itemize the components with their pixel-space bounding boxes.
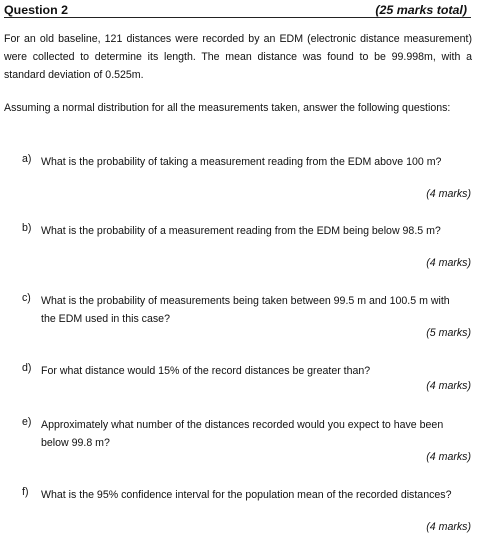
question-marks: (4 marks)	[426, 257, 471, 269]
question-letter: c)	[22, 292, 31, 304]
question-marks: (4 marks)	[426, 521, 471, 533]
question-letter: e)	[22, 416, 32, 428]
question-text: Approximately what number of the distances recorded would you expect to have been below 99.8 m?	[41, 419, 444, 449]
question-text: What is the probability of a measurement reading from the EDM being below 98.5 m?	[41, 225, 441, 237]
intro-paragraph: For an old baseline, 121 distances were recorded by an EDM (electronic distance measurement) were collected to determine its length. The mean distance was found to be 99.998m, with a standard deviation of 0.525m.	[4, 33, 472, 82]
question-letter: a)	[22, 153, 32, 165]
question-header	[4, 1, 471, 18]
assumption-paragraph: Assuming a normal distribution for all the measurements taken, answer the following questions:	[4, 102, 451, 114]
question-text: For what distance would 15% of the record distances be greater than?	[41, 365, 371, 377]
question-text: What is the probability of measurements being taken between 99.5 m and 100.5 m with the EDM used in this case?	[41, 295, 450, 325]
question-letter: b)	[22, 222, 32, 234]
question-marks: (4 marks)	[426, 188, 471, 200]
total-marks: (25 marks total)	[375, 3, 467, 17]
question-marks: (4 marks)	[426, 451, 471, 463]
question-text: What is the 95% confidence interval for the population mean of the recorded distances?	[41, 489, 452, 501]
question-title: Question 2	[4, 3, 69, 17]
question-marks: (5 marks)	[426, 327, 471, 339]
question-marks: (4 marks)	[426, 380, 471, 392]
question-letter: f)	[22, 486, 29, 498]
question-text: What is the probability of taking a measurement reading from the EDM above 100 m?	[41, 156, 442, 168]
question-letter: d)	[22, 362, 32, 374]
